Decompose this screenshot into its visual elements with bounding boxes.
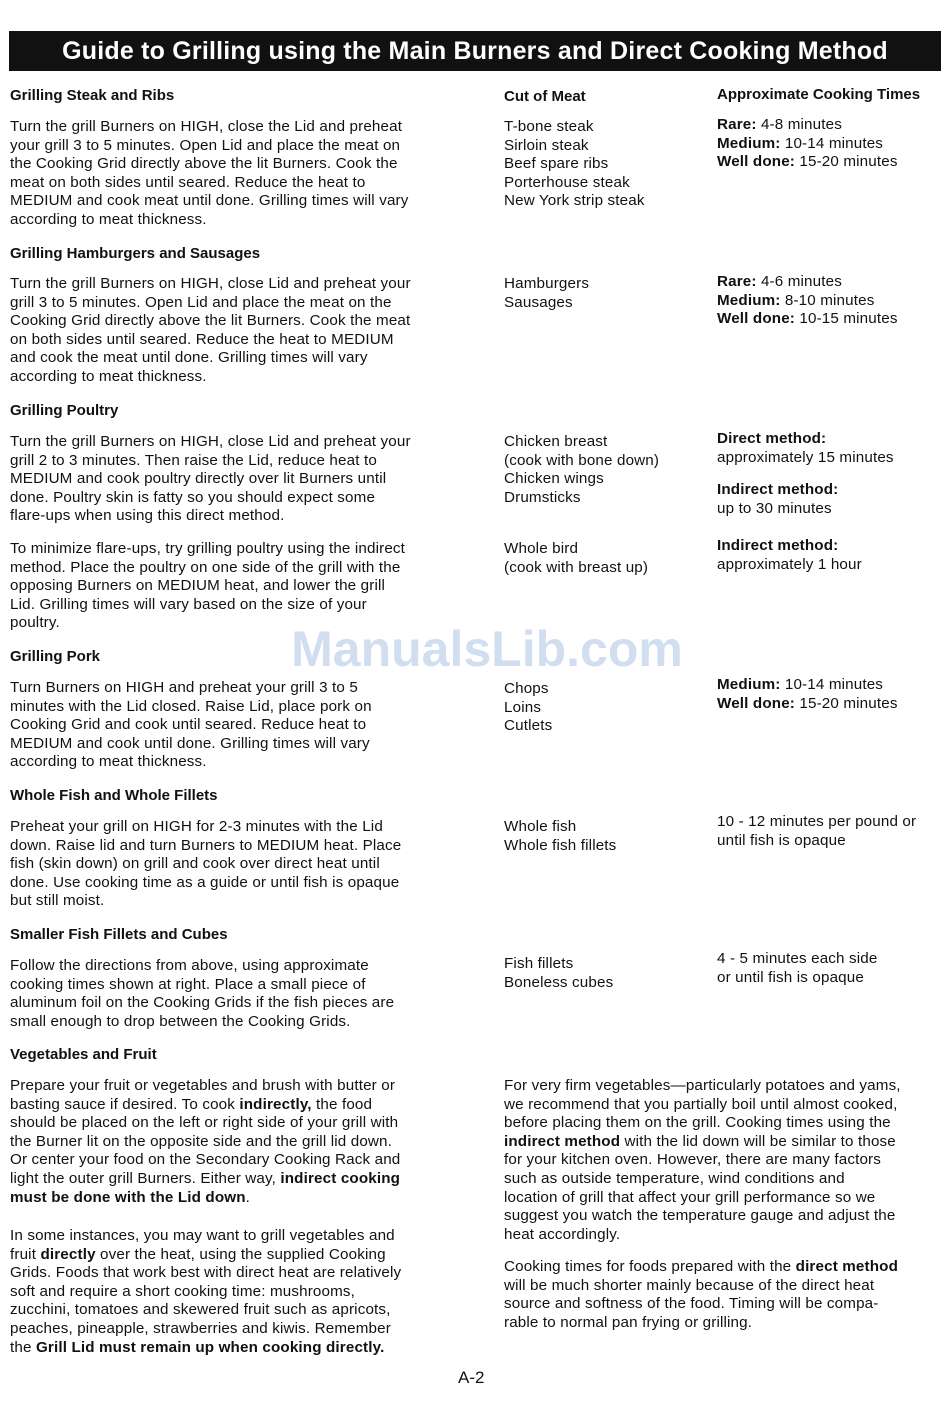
text-line	[10, 1096, 480, 1115]
fish-body	[10, 818, 480, 911]
text-line: but still moist.	[10, 892, 105, 910]
cut-item: Whole fish	[504, 818, 577, 835]
text-line: cooking times shown at right. Place a small piece of	[10, 975, 366, 993]
text-line: location of grill that affect your grill performance so we	[504, 1188, 876, 1206]
cut-item: Chops	[504, 680, 549, 697]
text-line: heat accordingly.	[504, 1225, 621, 1243]
poultry-body-direct	[10, 433, 480, 526]
burgers-times	[717, 273, 945, 329]
poultry-times-indirect	[717, 481, 945, 518]
cut-item: Whole fish fillets	[504, 836, 617, 854]
text-line: such as outside temperature, wind conditions and	[504, 1169, 845, 1187]
text-line: soft and require a short cooking time: mushrooms,	[10, 1282, 356, 1300]
emphasis: indirectly,	[239, 1095, 312, 1113]
text-line	[10, 1189, 480, 1208]
text-line: zucchini, tomatoes and skewered fruit such as apricots,	[10, 1301, 391, 1319]
text-line	[10, 1339, 480, 1358]
cut-item: Beef spare ribs	[504, 155, 609, 173]
text-line: rable to normal pan frying or grilling.	[504, 1313, 753, 1331]
text-line: In some instances, you may want to grill vegetables and	[10, 1227, 395, 1244]
cut-item: Sausages	[504, 293, 573, 311]
text-line: Prepare your fruit or vegetables and brush with butter or	[10, 1077, 396, 1094]
method-value: up to 30 minutes	[717, 499, 832, 517]
text-run: .	[245, 1188, 251, 1206]
poultry-times-direct	[717, 430, 945, 467]
time-label: Rare:	[717, 116, 757, 133]
text-line: Turn the grill Burners on HIGH, close Lid and preheat your	[10, 275, 411, 292]
emphasis: must be done with the Lid down	[10, 1188, 246, 1206]
cut-item: Loins	[504, 698, 542, 716]
time-line: until fish is opaque	[717, 831, 846, 849]
text-line: Cooking Grid and cook until seared. Reduce heat to	[10, 716, 367, 734]
emphasis: indirect method	[504, 1132, 621, 1150]
text-line: and cook the meat until done. Grilling times will vary	[10, 349, 368, 367]
text-line: suggest you watch the temperature gauge and adjust the	[504, 1207, 896, 1225]
text-run: Cooking times for foods prepared with the	[504, 1258, 796, 1275]
emphasis: direct method	[795, 1258, 899, 1275]
text-line: we recommend that you partially boil until almost cooked,	[504, 1095, 898, 1113]
text-line: the Burner lit on the opposite side and the grill lid down.	[10, 1132, 393, 1150]
method-label: Indirect method:	[717, 481, 839, 498]
time-value: 10-14 minutes	[780, 676, 884, 693]
cut-item: Chicken breast	[504, 433, 608, 450]
cut-item: Porterhouse steak	[504, 173, 630, 191]
cut-item: (cook with breast up)	[504, 558, 649, 576]
emphasis: directly	[40, 1245, 96, 1263]
steak-times	[717, 116, 945, 172]
small-fish-times	[717, 950, 945, 987]
time-value: 10-15 minutes	[795, 310, 898, 328]
text-line: before placing them on the grill. Cooking times using the	[504, 1114, 891, 1132]
cut-item: Chicken wings	[504, 470, 604, 488]
time-label: Medium:	[717, 134, 781, 152]
section-heading-vegetables: Vegetables and Fruit	[10, 1046, 157, 1063]
text-line: Cooking Grid directly above the lit Burners. Cook the meat	[10, 312, 411, 330]
text-line: source and softness of the food. Timing will be compa-	[504, 1295, 879, 1313]
text-line: meat on both sides until seared. Reduce the heat to	[10, 173, 366, 191]
time-label: Medium:	[717, 676, 781, 693]
text-line: Lid. Grilling times will vary based on the size of your	[10, 595, 367, 613]
text-line	[504, 1133, 944, 1152]
time-label: Well done:	[717, 694, 796, 712]
time-value: 15-20 minutes	[795, 694, 898, 712]
time-item	[717, 116, 945, 135]
veg-direct-text	[10, 1227, 480, 1357]
cut-item: Cutlets	[504, 717, 553, 735]
section-heading-fish: Whole Fish and Whole Fillets	[10, 787, 218, 804]
section-heading-steak: Grilling Steak and Ribs	[10, 87, 175, 104]
time-item	[717, 273, 945, 292]
veg-firm-text	[504, 1077, 944, 1244]
text-run: with the lid down will be similar to those	[620, 1132, 896, 1150]
text-run: fruit	[10, 1245, 41, 1263]
text-line: done. Poultry skin is fatty so you should expect some	[10, 488, 376, 506]
emphasis: indirect cooking	[280, 1169, 401, 1187]
method-value: approximately 15 minutes	[717, 448, 894, 466]
section-heading-burgers: Grilling Hamburgers and Sausages	[10, 245, 261, 262]
time-item	[717, 135, 945, 154]
cut-item: Hamburgers	[504, 275, 590, 292]
text-line: peaches, pineapple, strawberries and kiwis. Remember	[10, 1319, 391, 1337]
text-run: the food	[311, 1095, 373, 1113]
text-line: the Cooking Grid directly above the lit Burners. Cook the	[10, 155, 398, 173]
text-line: should be placed on the left or right side of your grill with	[10, 1114, 399, 1132]
text-line: fish (skin down) on grill and cook over direct heat until	[10, 855, 380, 873]
method-label: Direct method:	[717, 430, 827, 447]
text-line: flare-ups when using this direct method.	[10, 507, 285, 525]
text-line: To minimize flare-ups, try grilling poultry using the indirect	[10, 540, 406, 557]
text-line: Follow the directions from above, using approximate	[10, 957, 369, 974]
pork-times	[717, 676, 945, 713]
time-item	[717, 292, 945, 311]
time-item	[717, 676, 945, 695]
time-label: Well done:	[717, 310, 796, 328]
text-line: Turn the grill Burners on HIGH, close the Lid and preheat	[10, 118, 403, 135]
time-line: 10 - 12 minutes per pound or	[717, 813, 917, 830]
cut-item: T-bone steak	[504, 118, 594, 135]
time-line: 4 - 5 minutes each side	[717, 950, 878, 967]
watermark: ManualsLib.com	[291, 621, 683, 677]
time-value: 10-14 minutes	[780, 134, 884, 152]
text-line: your grill 3 to 5 minutes. Open Lid and place the meat on	[10, 136, 401, 154]
text-line	[10, 1170, 480, 1189]
cut-item: Fish fillets	[504, 955, 574, 972]
pork-cuts	[504, 680, 704, 736]
steak-cuts	[504, 118, 704, 211]
section-heading-pork: Grilling Pork	[10, 648, 101, 665]
time-value: 8-10 minutes	[780, 291, 875, 309]
time-line: or until fish is opaque	[717, 968, 864, 986]
pork-body	[10, 679, 480, 772]
time-label: Well done:	[717, 153, 796, 171]
veg-direct-times-text	[504, 1258, 944, 1332]
text-line: for your kitchen oven. However, there are many factors	[504, 1151, 881, 1169]
text-line: poultry.	[10, 614, 60, 632]
text-line: according to meat thickness.	[10, 753, 207, 771]
time-item	[717, 695, 945, 714]
text-line: grill 3 to 5 minutes. Open Lid and place the meat on the	[10, 293, 392, 311]
text-line: MEDIUM and cook meat until done. Grilling times will vary	[10, 192, 409, 210]
text-line: according to meat thickness.	[10, 367, 207, 385]
text-line: Turn Burners on HIGH and preheat your grill 3 to 5	[10, 679, 358, 696]
text-line	[10, 1246, 480, 1265]
text-line: Preheat your grill on HIGH for 2-3 minutes with the Lid	[10, 818, 383, 835]
cut-item: Boneless cubes	[504, 973, 614, 991]
poultry-cuts-indirect	[504, 540, 704, 577]
text-line: aluminum foil on the Cooking Grids if the fish pieces are	[10, 994, 395, 1012]
text-line: grill 2 to 3 minutes. Then raise the Lid, reduce heat to	[10, 451, 377, 469]
time-value: 15-20 minutes	[795, 153, 898, 171]
fish-cuts	[504, 818, 704, 855]
steak-body	[10, 118, 480, 230]
text-line: minutes with the Lid closed. Raise Lid, place pork on	[10, 697, 372, 715]
method-label: Indirect method:	[717, 537, 839, 554]
poultry-times-whole	[717, 537, 945, 574]
time-value: 4-8 minutes	[756, 116, 842, 133]
text-run: the	[10, 1338, 36, 1356]
text-line: down. Raise lid and turn Burners to MEDIUM heat. Place	[10, 836, 402, 854]
text-line: done. Use cooking time as a guide or until fish is opaque	[10, 873, 400, 891]
text-line: Grids. Foods that work best with direct heat are relatively	[10, 1264, 402, 1282]
text-line: will be much shorter mainly because of the direct heat	[504, 1276, 875, 1294]
text-line: small enough to drop between the Cooking Grids.	[10, 1012, 351, 1030]
text-line: method. Place the poultry on one side of the grill with the	[10, 558, 401, 576]
small-fish-body	[10, 957, 480, 1031]
time-label: Rare:	[717, 273, 757, 290]
cut-item: New York strip steak	[504, 192, 645, 210]
emphasis: Grill Lid must remain up when cooking directly.	[35, 1338, 385, 1356]
cut-item: Sirloin steak	[504, 136, 589, 154]
section-heading-small-fish: Smaller Fish Fillets and Cubes	[10, 926, 228, 943]
text-line: MEDIUM and cook poultry directly over lit Burners until	[10, 470, 387, 488]
burgers-body	[10, 275, 480, 387]
column-header-cut: Cut of Meat	[504, 88, 586, 105]
cut-item: (cook with bone down)	[504, 451, 660, 469]
page-title: Guide to Grilling using the Main Burners and Direct Cooking Method	[9, 31, 941, 71]
small-fish-cuts	[504, 955, 704, 992]
text-line: according to meat thickness.	[10, 210, 207, 228]
poultry-cuts-direct	[504, 433, 704, 507]
method-value: approximately 1 hour	[717, 555, 862, 573]
time-item	[717, 153, 945, 172]
section-heading-poultry: Grilling Poultry	[10, 402, 119, 419]
burgers-cuts	[504, 275, 704, 312]
page-number: A-2	[458, 1368, 485, 1387]
text-line: Turn the grill Burners on HIGH, close Lid and preheat your	[10, 433, 411, 450]
text-line: opposing Burners on MEDIUM heat, and lower the grill	[10, 577, 386, 595]
text-run: light the outer grill Burners. Either way,	[10, 1169, 281, 1187]
text-line	[504, 1258, 944, 1277]
text-line: Or center your food on the Secondary Cooking Rack and	[10, 1151, 401, 1169]
veg-indirect-text	[10, 1077, 480, 1207]
time-label: Medium:	[717, 291, 781, 309]
fish-times	[717, 813, 945, 850]
time-item	[717, 310, 945, 329]
text-run: basting sauce if desired. To cook	[10, 1095, 240, 1113]
column-header-times: Approximate Cooking Times	[717, 86, 921, 103]
text-line: MEDIUM and cook until done. Grilling times will vary	[10, 734, 370, 752]
text-line: on both sides until seared. Reduce the heat to MEDIUM	[10, 330, 394, 348]
cut-item: Whole bird	[504, 540, 579, 557]
text-line: For very firm vegetables—particularly potatoes and yams,	[504, 1077, 901, 1094]
time-value: 4-6 minutes	[756, 273, 842, 290]
cut-item: Drumsticks	[504, 488, 581, 506]
text-run: over the heat, using the supplied Cooking	[95, 1245, 386, 1263]
